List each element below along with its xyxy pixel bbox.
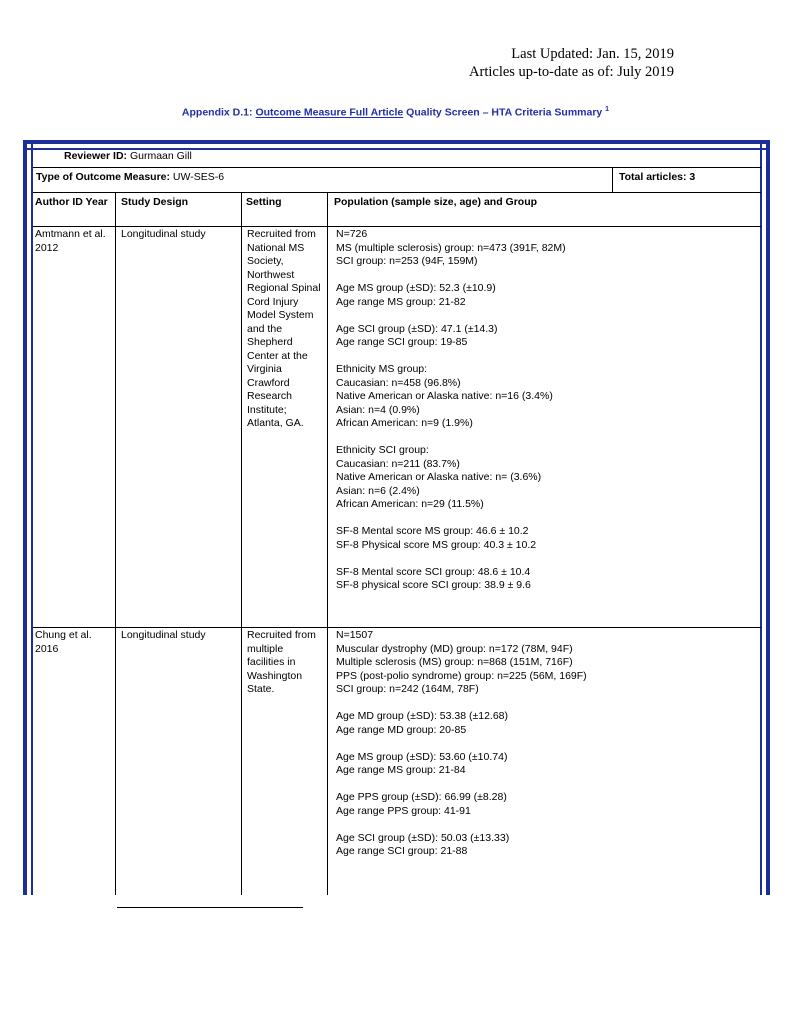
border-left-inner xyxy=(31,140,33,895)
population-line: SF-8 Mental score MS group: 46.6 ± 10.2 xyxy=(336,525,529,537)
population-spacer xyxy=(336,431,756,445)
population-line: Multiple sclerosis (MS) group: n=868 (151M, 716F) xyxy=(336,656,573,668)
appendix-suffix: Quality Screen – HTA Criteria Summary xyxy=(403,106,606,119)
col-divider xyxy=(612,167,613,192)
col-header-population: Population (sample size, age) and Group xyxy=(334,196,538,208)
row-design: Longitudinal study xyxy=(121,629,206,641)
population-line: Caucasian: n=458 (96.8%) xyxy=(336,376,461,389)
population-spacer xyxy=(336,697,756,711)
population-line: Age PPS group (±SD): 66.99 (±8.28) xyxy=(336,791,507,803)
population-line: Ethnicity SCI group: xyxy=(336,444,429,456)
row-author: Chung et al. 2016 xyxy=(35,629,92,655)
population-spacer xyxy=(336,818,756,832)
reviewer-label: Reviewer ID: xyxy=(64,150,128,162)
articles-date: Articles up-to-date as of: July 2019 xyxy=(469,64,674,80)
border-left-outer xyxy=(23,140,27,895)
population-line: Age range SCI group: 21-88 xyxy=(336,845,468,857)
col-divider xyxy=(241,192,242,895)
population-line: Ethnicity MS group: xyxy=(336,363,428,375)
population-line: African American: n=29 (11.5%) xyxy=(336,498,484,510)
measure-label: Type of Outcome Measure: xyxy=(36,171,170,183)
row-population xyxy=(336,629,756,859)
population-line: Caucasian: n=211 (83.7%) xyxy=(336,457,460,470)
population-line: Age MS group (±SD): 52.3 (±10.9) xyxy=(336,282,496,294)
summary-table xyxy=(23,140,770,895)
appendix-link[interactable]: Outcome Measure Full Article xyxy=(255,106,404,119)
population-line: Age SCI group (±SD): 50.03 (±13.33) xyxy=(336,831,510,844)
population-line: SCI group: n=253 (94F, 159M) xyxy=(336,255,478,267)
row-divider xyxy=(33,226,761,227)
reviewer-id xyxy=(64,150,192,164)
outcome-measure xyxy=(36,171,224,185)
population-line: SF-8 physical score SCI group: 38.9 ± 9.6 xyxy=(336,579,531,591)
row-author: Amtmann et al. 2012 xyxy=(35,228,106,254)
measure-value: UW-SES-6 xyxy=(170,171,225,183)
population-line: Age range MS group: 21-84 xyxy=(336,764,466,776)
population-line: Muscular dystrophy (MD) group: n=172 (78M, 94F) xyxy=(336,642,573,655)
population-line: MS (multiple sclerosis) group: n=473 (391F, 82M) xyxy=(336,241,566,254)
row-population xyxy=(336,228,756,593)
border-right-inner xyxy=(760,140,762,895)
total-label: Total articles: xyxy=(619,171,687,183)
population-line: Asian: n=6 (2.4%) xyxy=(336,484,420,497)
row-design: Longitudinal study xyxy=(121,228,206,240)
population-spacer xyxy=(336,778,756,792)
population-line: Native American or Alaska native: n=16 (3.4%) xyxy=(336,390,553,402)
total-articles xyxy=(619,171,695,185)
population-spacer xyxy=(336,512,756,526)
population-line: Age SCI group (±SD): 47.1 (±14.3) xyxy=(336,322,498,335)
border-top-outer xyxy=(23,140,770,144)
population-line: Age range MS group: 21-82 xyxy=(336,295,466,308)
col-header-design: Study Design xyxy=(121,196,189,208)
population-spacer xyxy=(336,350,756,364)
last-updated: Last Updated: Jan. 15, 2019 xyxy=(511,46,674,62)
population-line: SCI group: n=242 (164M, 78F) xyxy=(336,683,479,695)
population-line: N=1507 xyxy=(336,629,374,641)
population-line: Age MS group (±SD): 53.60 (±10.74) xyxy=(336,750,508,763)
population-line: Native American or Alaska native: n= (3.6%) xyxy=(336,471,542,483)
row-divider xyxy=(33,167,761,168)
row-divider xyxy=(33,192,761,193)
reviewer-value: Gurmaan Gill xyxy=(127,150,192,162)
footnote-mark: 1 xyxy=(605,106,610,113)
population-line: SF-8 Physical score MS group: 40.3 ± 10.2 xyxy=(336,538,537,551)
population-spacer xyxy=(336,737,756,751)
population-line: SF-8 Mental score SCI group: 48.6 ± 10.4 xyxy=(336,565,531,578)
population-spacer xyxy=(336,552,756,566)
population-spacer xyxy=(336,309,756,323)
appendix-prefix: Appendix D.1: xyxy=(181,106,256,119)
population-line: N=726 xyxy=(336,228,368,240)
population-spacer xyxy=(336,269,756,283)
appendix-title xyxy=(0,106,791,119)
population-line: Age MD group (±SD): 53.38 (±12.68) xyxy=(336,710,509,722)
border-right-outer xyxy=(766,140,770,895)
population-line: Age range SCI group: 19-85 xyxy=(336,336,468,348)
population-line: PPS (post-polio syndrome) group: n=225 (56M, 169F) xyxy=(336,669,587,682)
population-line: Age range MD group: 20-85 xyxy=(336,723,467,736)
row-divider xyxy=(33,627,761,628)
col-header-author: Author ID Year xyxy=(35,196,108,208)
footnote-divider xyxy=(117,907,303,908)
row-setting: Recruited from National MS Society, Northwest Regional Spinal Cord Injury Model System and the Shepherd Center at the Virginia Crawford Research Institute; Atlanta, GA. xyxy=(247,228,321,429)
population-line: Age range PPS group: 41-91 xyxy=(336,804,471,817)
row-setting: Recruited from multiple facilities in Washington State. xyxy=(247,629,316,695)
population-line: Asian: n=4 (0.9%) xyxy=(336,403,420,416)
population-line: African American: n=9 (1.9%) xyxy=(336,417,473,429)
col-divider xyxy=(115,192,116,895)
total-value: 3 xyxy=(686,171,696,183)
col-divider xyxy=(327,192,328,895)
col-header-setting: Setting xyxy=(246,196,282,208)
